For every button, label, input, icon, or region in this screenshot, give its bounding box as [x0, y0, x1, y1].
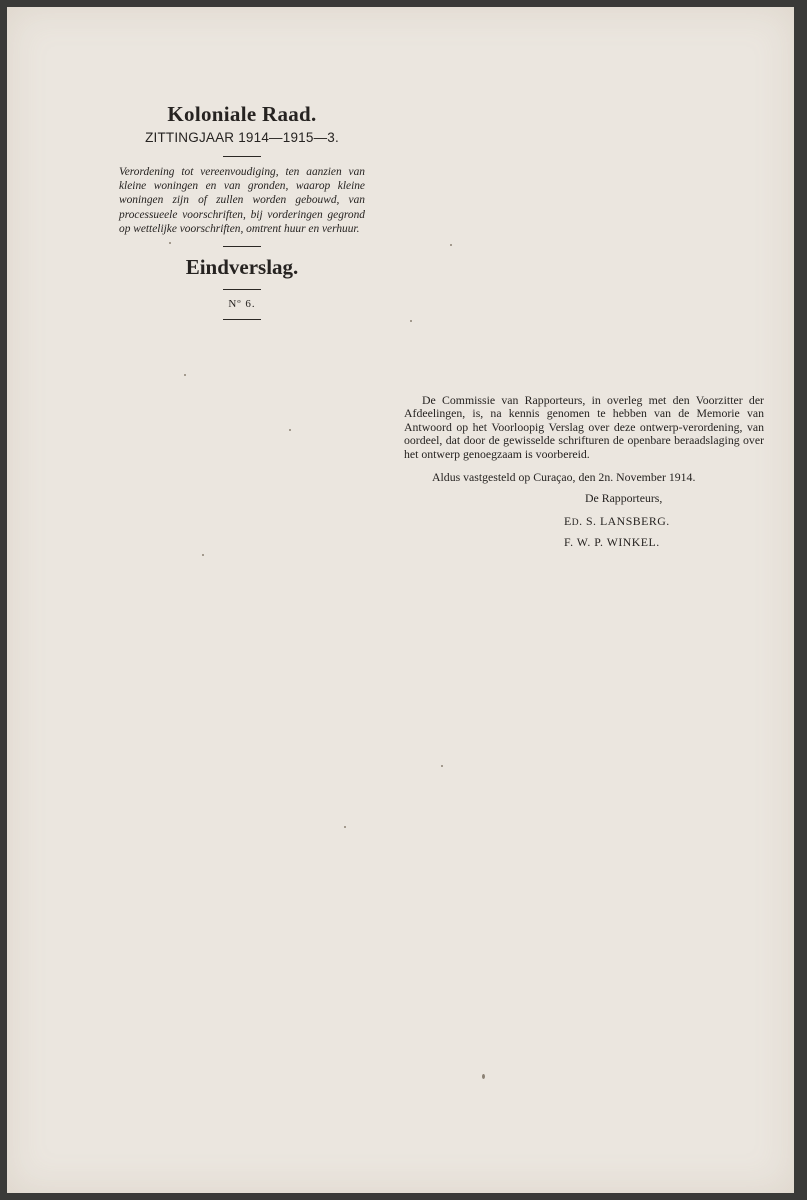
paper-speck [441, 765, 443, 767]
main-paragraph: De Commissie van Rapporteurs, in overleg met den Voorzitter der Afdeelingen, is, na kennis genomen te hebben van de Memorie van Antwoord op het Voorloopig Verslag over deze ontwerp-verordening, van oordeel, dat door de gewisselde schrifturen de openbare beraadslaging over het ontwerp genoegzaam is voorbereid. [404, 393, 764, 461]
signoff: De Rapporteurs, [585, 491, 663, 506]
session-year: ZITTINGJAAR 1914—1915—3. [145, 130, 339, 145]
divider [223, 319, 261, 320]
ordinance-subject: Verordening tot vereenvoudiging, ten aanzien van kleine woningen en van gronden, waarop kleine woningen zijn of zullen worden gebouwd, van processueele voorschriften, bij vorderingen gegrond op wettelijke voorschriften, omtrent huur en verhuur. [119, 166, 365, 235]
divider [223, 289, 261, 290]
document-header [117, 102, 367, 328]
place-and-date: Aldus vastgesteld op Curaçao, den 2n. November 1914. [432, 470, 696, 485]
signer-name: . S. LANSBERG. [579, 513, 670, 528]
paper-speck [410, 320, 412, 322]
paper-speck [202, 554, 204, 556]
report-title: Eindverslag. [185, 255, 299, 280]
paper-speck [184, 374, 186, 376]
signer-initial: E [564, 513, 572, 528]
paper-speck [344, 826, 346, 828]
paper-speck [450, 244, 452, 246]
signer-initial-smallcaps: D [571, 517, 580, 528]
council-title: Koloniale Raad. [167, 102, 317, 126]
paper-speck [289, 429, 291, 431]
report-body [404, 394, 764, 550]
document-page [7, 7, 794, 1193]
divider [223, 246, 261, 247]
divider [223, 156, 261, 157]
signer-lansberg [404, 515, 764, 530]
report-number: Nº 6. [228, 298, 256, 311]
paper-speck [482, 1074, 485, 1079]
signer-winkel: F. W. P. WINKEL. [564, 535, 660, 550]
